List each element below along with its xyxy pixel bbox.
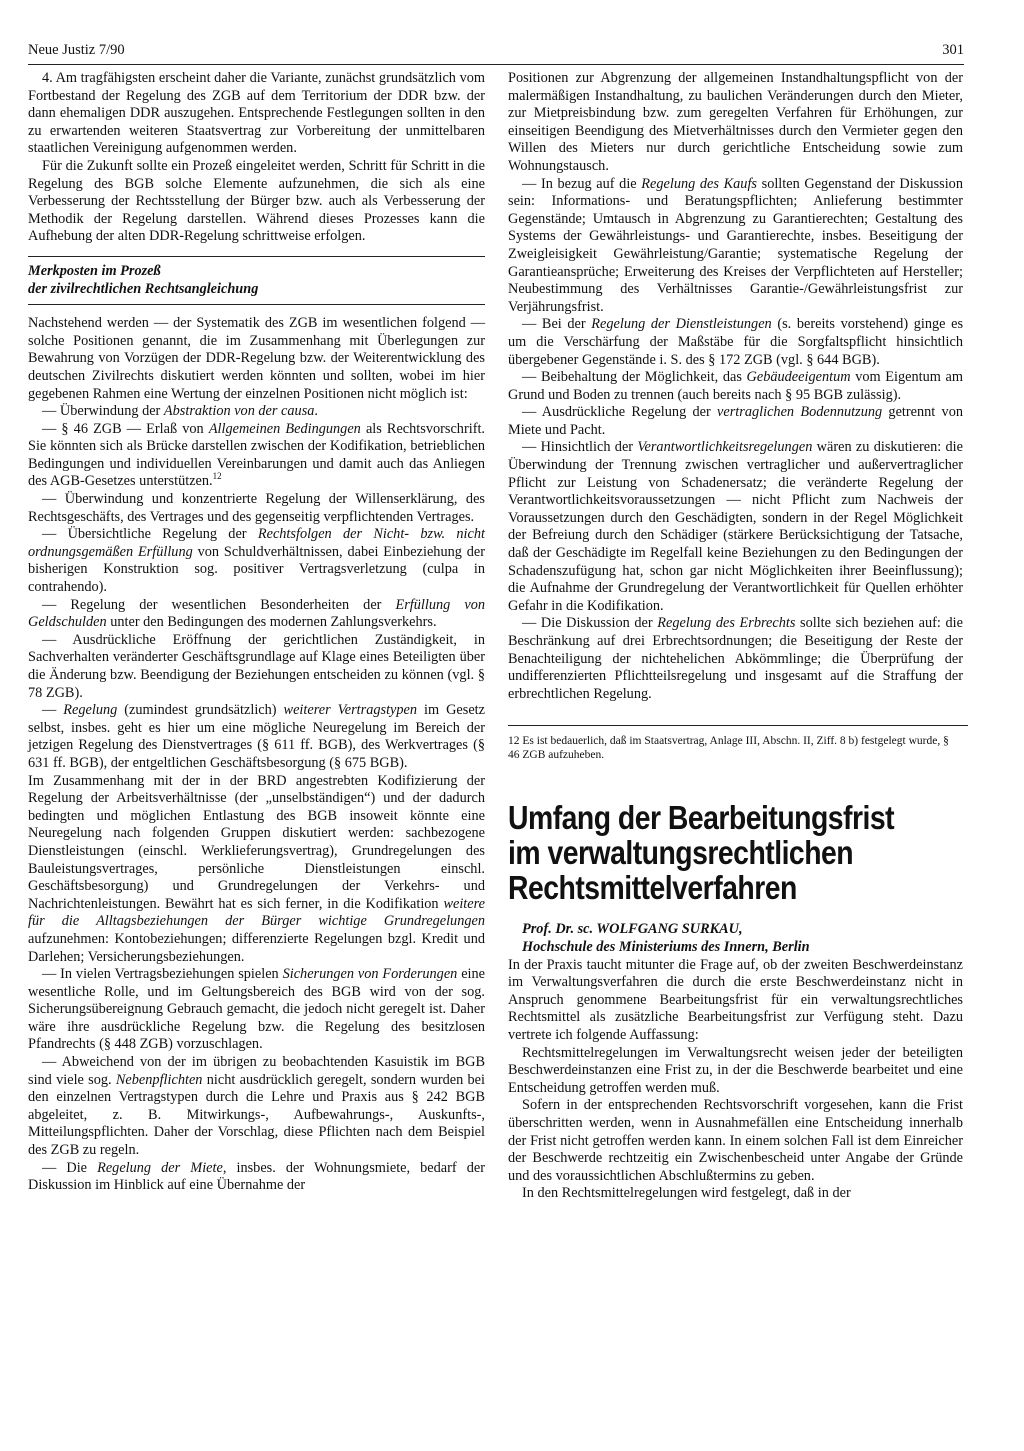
paragraph: Für die Zukunft sollte ein Prozeß eingeleitet werden, Schritt für Schritt in die Regelung des BGB solche Elemente aufzunehmen, die sich als eine Verbesserung der Rechtsstellung der Bürger bzw. auch als Verbesserung der Methodik der Regelung darstellen. Während dieses Prozesses kann die Aufhebung der alten DDR-Regelung schrittweise erfolgen. (28, 157, 485, 245)
author-affiliation: Hochschule des Ministeriums des Innern, Berlin (522, 938, 810, 955)
emphasis-text: Abstraktion von der causa (163, 403, 315, 420)
right-column (508, 70, 963, 1203)
emphasis-text: weiterer Vertragstypen (283, 702, 418, 719)
author-name: Prof. Dr. sc. WOLFGANG SURKAU, (522, 921, 743, 938)
paragraph: Rechtsmittelregelungen im Verwaltungsrecht weisen jeder der beteiligten Beschwerdeinstanzen eine Frist zu, in der die Beschwerde bearbeitet und eine Entscheidung getroffen werden muß. (508, 1044, 963, 1096)
emphasis-text: Verantwortlichkeitsregelungen (637, 439, 813, 456)
text-span: nicht ausdrücklich geregelt, sondern wurden bei den einzelnen Vertragstypen durch die Lehre und Praxis aus § 242 BGB abgeleitet, z. B. Mitwirkungs-, Aufbewahrungs-, Auskunfts-, Mitteilungspflichten. Daher der Vorschlag, diese Pflichten nach dem Beispiel des ZGB zu regeln. (28, 1071, 485, 1159)
text-span: — Übersichtliche Regelung der (42, 526, 258, 543)
list-item (508, 176, 963, 317)
list-item (28, 702, 485, 772)
text-span: — Hinsichtlich der (522, 439, 638, 456)
text-span: — § 46 ZGB — Erlaß von (42, 420, 209, 437)
list-item (508, 369, 963, 404)
article-title (508, 800, 964, 905)
text-span: aufzunehmen: Kontobeziehungen; differenzierte Regelungen bzgl. Kredit und Darlehen; Versicherungsbeziehungen. (28, 930, 485, 965)
text-span: getrennt von Miete und Pacht. (508, 404, 963, 438)
text-span: — Überwindung der (42, 403, 164, 420)
journal-issue: Neue Justiz 7/90 (28, 42, 125, 58)
footnote-rule (508, 725, 968, 726)
emphasis-text: Regelung des Erbrechts (657, 615, 796, 632)
running-header (28, 40, 964, 65)
list-item (28, 421, 485, 491)
text-span: — Abweichend von der im übrigen zu beobachtenden Kasuistik im BGB sind viele sog. (28, 1054, 485, 1088)
text-span: Im Zusammenhang mit der in der BRD angestrebten Kodifizierung der Regelung der Arbeitsverhältnisse (der „unselbständigen“) und der dadurch bedingten und möglichen Entlastung des BGB insoweit könnte eine Neuregelung nach folgenden Gruppen diskutiert werden: sachbezogene Dienstleistungen (einschl. Werklieferungsvertrag), Grundregelungen des Bauleistungsvertrages, persönliche Dienstleistungen einschl. Geschäftsbesorgung) und Grundregelungen der Verkehrs- und Nachrichtenleistungen. Bewährt hat es sich ferner, in die Kodifikation (28, 772, 485, 912)
section-rule (28, 304, 485, 305)
paragraph: Sofern in der entsprechenden Rechtsvorschrift vorgesehen, kann die Frist überschritten werden, wenn in Ausnahmefällen eine Entscheidung innerhalb der Frist nicht getroffen werden kann. In einem solchen Fall ist dem Einreicher der Beschwerde rechtzeitig ein Zwischenbescheid unter Angabe der Gründe und des voraussichtlichen Abschlußtermins zu geben. (508, 1097, 963, 1184)
text-span: — In vielen Vertragsbeziehungen spielen (42, 966, 283, 983)
list-item (28, 1054, 485, 1160)
paragraph: 4. Am tragfähigsten erscheint daher die Variante, zunächst grundsätzlich vom Fortbestand der Regelung des ZGB auf dem Territorium der DDR bzw. der dann ehemaligen DDR auszugehen. Entsprechende Festlegungen sollten in den zu erwartenden weiteren Staatsvertrag zur Vorbereitung der unmittelbaren staatlichen Vereinigung aufgenommen werden. (28, 70, 485, 157)
text-span: sollte sich beziehen auf: die Beschränkung auf drei Erbrechtsordnungen; die Beseitigung der Reste der Benachteiligung der nichtehelichen Abkömmlinge; die Überprüfung der undifferenzierten Pflichtteilsregelung und insgesamt auf die Straffung der erbrechtlichen Regelung. (508, 615, 963, 702)
footnote: 12 Es ist bedauerlich, daß im Staatsvertrag, Anlage III, Abschn. II, Ziff. 8 b) festgelegt wurde, § 46 ZGB aufzuheben. (508, 735, 949, 762)
list-item: — Überwindung und konzentrierte Regelung der Willenserklärung, des Rechtsgeschäfts, des Vertrages und des gegenseitig verpflichtenden Vertrages. (28, 491, 485, 525)
text-span: . (314, 403, 318, 420)
list-item (28, 597, 485, 632)
text-span: — (42, 702, 64, 719)
paragraph: In den Rechtsmittelregelungen wird festgelegt, daß in der (522, 1185, 851, 1202)
section-heading-line: Merkposten im Prozeß (28, 262, 161, 279)
text-span: — Regelung der wesentlichen Besonderheiten der (42, 596, 396, 613)
list-item (28, 1160, 485, 1195)
paragraph (28, 773, 485, 967)
article-title-line: Umfang der Bearbeitungsfrist (508, 799, 895, 837)
paragraph: Nachstehend werden — der Systematik des ZGB im wesentlichen folgend — solche Positionen genannt, die im Zusammenhang mit Überlegungen zur Bewahrung von Vorzügen der DDR-Regelung bzw. der Weiterentwicklung des deutschen Zivilrechts diskutiert werden könnten und sollten, wobei im hier gegebenen Rahmen eine Wertung der einzelnen Positionen nicht möglich ist: (28, 315, 485, 402)
list-item (28, 403, 485, 421)
emphasis-text: Regelung der Miete (97, 1159, 223, 1176)
article-title-line: im verwaltungsrechtlichen (508, 834, 854, 872)
text-span: eine wesentliche Rolle, und im Geltungsbereich des BGB wird von der sog. Sicherungsübereignung Gebrauch gemacht, die jedoch nicht geregelt ist. Daher wäre ihre ausdrückliche Regelung bzw. die Regelung des besitzlosen Pfandrechts (§ 448 ZGB) vorzuschlagen. (28, 966, 486, 1053)
text-span: unter den Bedingungen des modernen Zahlungsverkehrs. (106, 614, 437, 631)
section-heading (28, 263, 485, 298)
text-span: (s. bereits vorstehend) ginge es um die Verschärfung der Maßstäbe für die Sorgfaltspflicht hinsichtlich übergebener Gegenstände i. S. des § 172 ZGB (vgl. § 644 BGB). (508, 316, 964, 368)
emphasis-text: Allgemeinen Bedingungen (208, 420, 361, 437)
text-span: — Die Diskussion der (522, 615, 658, 632)
emphasis-text: Sicherungen von Forderungen (282, 966, 458, 983)
emphasis-text: Erfüllung von Geldschulden (28, 596, 486, 631)
page-number: 301 (942, 42, 964, 58)
text-span: im Gesetz selbst, insbes. geht es hier um eine mögliche Neuregelung im Bereich der jetzigen Regelung des Dienstvertrages (§ 611 ff. BGB), des Werkvertrages (§ 631 ff. BGB), der entgeltlichen Geschäftsbesorgung (§ 675 BGB). (28, 702, 485, 771)
emphasis-text: Rechtsfolgen der Nicht- bzw. nicht ordnungsgemäßen Erfüllung (28, 526, 485, 560)
text-span: — Die (42, 1159, 98, 1176)
text-span: , insbes. der Wohnungsmiete, bedarf der Diskussion im Hinblick auf eine Übernahme der (28, 1159, 485, 1194)
text-span: — Bei der (522, 316, 592, 333)
text-span: von Schuldverhältnissen, dabei Einbeziehung der bisherigen Konstruktion sog. positiver Vertragsverletzung (culpa in contrahendo). (28, 543, 485, 596)
left-column (28, 70, 485, 1195)
paragraph: Positionen zur Abgrenzung der allgemeinen Instandhaltungspflicht von der malermäßigen Instandhaltung, zu baulichen Veränderungen durch den Mieter, zur Mietpreisbindung bzw. zum geregelten Verfahren für Erhöhungen, zur einseitigen Beendigung des Mietverhältnisses durch den Vermieter gegen den Willen des Mieters nur durch gerichtliche Entscheidung sowie zum Wohnungstausch. (508, 70, 963, 174)
emphasis-text: Regelung des Kaufs (641, 175, 757, 192)
list-item (508, 439, 963, 615)
section-heading-line: der zivilrechtlichen Rechtsangleichung (28, 280, 259, 297)
emphasis-text: Regelung der Dienstleistungen (591, 316, 772, 333)
emphasis-text: Gebäudeeigentum (746, 369, 851, 386)
list-item (28, 526, 485, 596)
text-span: sollten Gegenstand der Diskussion sein: Informations- und Beratungspflichten; Anlieferung bestimmter Gegenstände; Umtausch in Abgrenzung zu Garantierechten; Gestaltung des Systems der Gewährleistungs- und Garantierechte, insbes. Beseitigung der Zweigleisigkeit Gewährleistung/Garantie; systematische Regelung der Garantieansprüche; Erweiterung des Kreises der Verpflichteten auf Hersteller; Neubestimmung des Verhältnisses Garantie-/Gewährleistungsfrist zur Verjährungsfrist. (508, 175, 963, 315)
emphasis-text: weitere für die Alltagsbeziehungen der Bürger wichtige Grundregelungen (28, 895, 485, 930)
list-item (508, 615, 963, 703)
list-item (508, 404, 963, 439)
text-span: als Rechtsvorschrift. Sie könnten sich als Brücke darstellen zwischen der Kodifikation, betrieblichen Bedingungen und individuellen Vereinbarungen und damit auch das Anliegen des AGB-Gesetzes unterstützen. (28, 420, 485, 490)
emphasis-text: Nebenpflichten (115, 1071, 203, 1088)
paragraph: In der Praxis taucht mitunter die Frage auf, ob der zweiten Beschwerdeinstanz im Verwaltungsverfahren die durch die erste Beschwerdeinstanz nicht in Anspruch genommene Bearbeitungsfrist für ein verwaltungsrechtliches Rechtsmittel als zusätzliche Bearbeitungsfrist zur Verfügung steht. Dazu vertrete ich folgende Auffassung: (508, 956, 963, 1043)
footnote-ref[interactable]: 12 (212, 471, 222, 482)
article-title-line: Rechtsmittelverfahren (508, 869, 797, 907)
text-span: — In bezug auf die (522, 175, 642, 192)
list-item: — Ausdrückliche Eröffnung der gerichtlichen Zuständigkeit, in Sachverhalten veränderter Geschäftsgrundlage auf Klage eines Beteiligten über die Änderung bzw. Beendigung der Beziehungen entscheiden zu können (vgl. § 78 ZGB). (28, 631, 485, 701)
text-span: (zumindest grundsätzlich) (117, 702, 284, 719)
emphasis-text: Regelung (63, 702, 118, 719)
list-item (508, 316, 963, 369)
text-span: vom Eigentum am Grund und Boden zu trennen (auch bereits nach § 95 BGB zulässig). (508, 369, 963, 403)
text-span: wären zu diskutieren: die Überwindung der Trennung zwischen vertraglicher und außervertraglicher Pflicht zur Leistung von Schadenersatz; die veränderte Regelung der Verantwortlichkeitsvoraussetzungen — nicht Pflicht zum Nachweis der Voraussetzungen durch den Geschädigten, sondern in der Regel Möglichkeit der Befreiung durch den Schädiger (stärkere Berücksichtigung der Tatsache, daß der Geschädigte im Regelfall keine Beziehungen zu den Bedingungen der Schadenszufügung hat, schon gar nicht Möglichkeiten ihrer Beeinflussung); die Aufnahme der Grundregelung der Verantwortlichkeit für Quellen erhöhter Gefahr in die Kodifikation. (508, 439, 963, 614)
list-item (28, 966, 485, 1054)
emphasis-text: vertraglichen Bodennutzung (717, 404, 883, 421)
text-span: — Beibehaltung der Möglichkeit, das (522, 369, 747, 386)
section-rule (28, 256, 485, 257)
text-span: — Ausdrückliche Regelung der (522, 404, 718, 421)
